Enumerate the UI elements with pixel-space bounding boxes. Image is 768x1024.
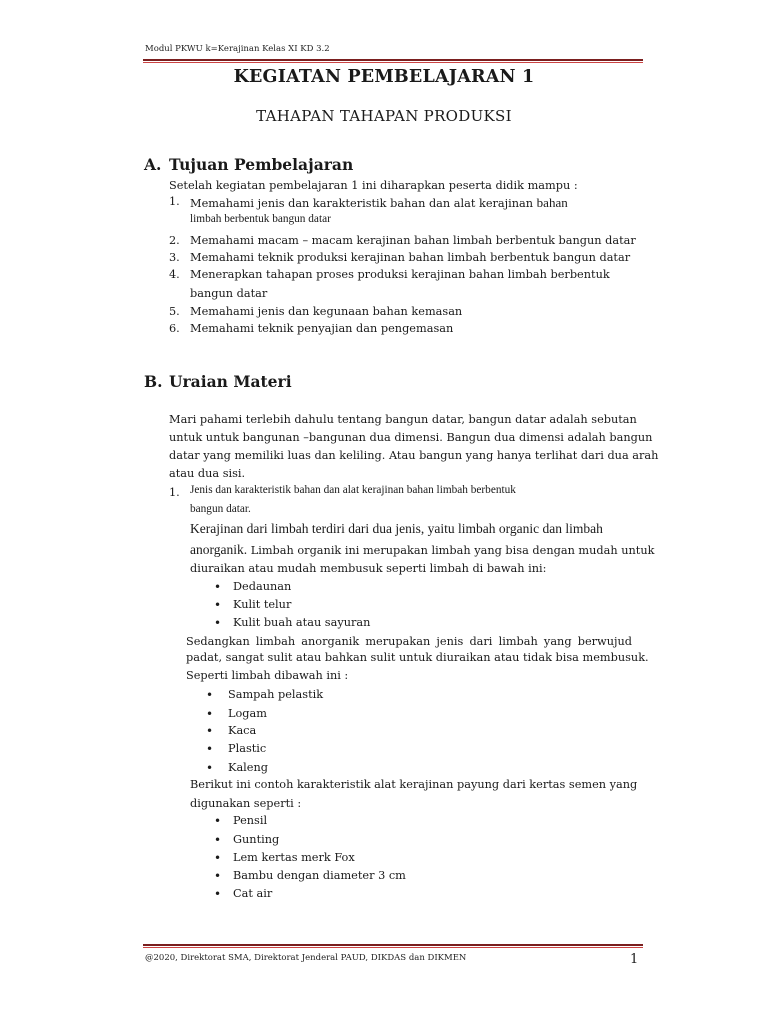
section-b-title: Uraian Materi bbox=[169, 372, 292, 391]
list-item-tail: bahan bbox=[536, 195, 568, 210]
list-item-text: Memahami jenis dan karakteristik bahan dan alat kerajinan bbox=[190, 197, 534, 210]
bullet: • bbox=[214, 580, 222, 594]
list-item: Memahami jenis dan kegunaan bahan kemasan bbox=[190, 305, 463, 318]
paragraph-line: Sedangkan limbah anorganik merupakan jenis dari limbah yang berwujud bbox=[186, 635, 632, 648]
paragraph-line: diuraikan atau mudah membusuk seperti limbah di bawah ini: bbox=[190, 562, 547, 575]
bullet: • bbox=[214, 851, 222, 865]
footer-rule-thin bbox=[143, 947, 643, 948]
paragraph-emphasis: anorganik. bbox=[190, 542, 248, 557]
paragraph-line: Mari pahami terlebih dahulu tentang bangun datar, bangun datar adalah sebutan bbox=[169, 413, 637, 426]
list-item: Plastic bbox=[228, 742, 267, 755]
list-item: Cat air bbox=[233, 887, 273, 900]
section-b-heading bbox=[144, 372, 292, 391]
paragraph-line: datar yang memiliki luas dan keliling. Atau bangun yang hanya terlihat dari dua arah bbox=[169, 449, 659, 462]
bullet: • bbox=[214, 833, 222, 847]
bullet: • bbox=[206, 688, 214, 702]
list-item: Sampah pelastik bbox=[228, 688, 324, 701]
list-item: Bambu dengan diameter 3 cm bbox=[233, 869, 406, 882]
paragraph-text: Limbah organik ini merupakan limbah yang bisa dengan mudah untuk bbox=[247, 544, 655, 557]
list-number: 1. bbox=[169, 195, 180, 208]
list-item bbox=[190, 195, 568, 211]
footer-copyright: @2020, Direktorat SMA, Direktorat Jenderal PAUD, DIKDAS dan DIKMEN bbox=[145, 953, 467, 963]
footer-rule bbox=[143, 944, 643, 946]
subsection-title: Jenis dan karakteristik bahan dan alat kerajinan bahan limbah berbentuk bbox=[190, 484, 516, 496]
list-item: Menerapkan tahapan proses produksi kerajinan bahan limbah berbentuk bbox=[190, 268, 610, 281]
bullet: • bbox=[206, 707, 214, 721]
section-a-intro: Setelah kegiatan pembelajaran 1 ini diharapkan peserta didik mampu : bbox=[169, 179, 578, 192]
bullet: • bbox=[214, 598, 222, 612]
list-number: 6. bbox=[169, 322, 180, 335]
list-item: Kaleng bbox=[228, 761, 268, 774]
list-item: Dedaunan bbox=[233, 580, 292, 593]
bullet: • bbox=[214, 616, 222, 630]
bullet: • bbox=[206, 742, 214, 756]
list-item-continued: limbah berbentuk bangun datar bbox=[190, 213, 331, 225]
list-item: Memahami teknik penyajian dan pengemasan bbox=[190, 322, 454, 335]
page-title: KEGIATAN PEMBELAJARAN 1 bbox=[233, 67, 535, 87]
paragraph-line: atau dua sisi. bbox=[169, 467, 246, 480]
list-item: Memahami macam – macam kerajinan bahan limbah berbentuk bangun datar bbox=[190, 234, 636, 247]
list-item: Memahami teknik produksi kerajinan bahan limbah berbentuk bangun datar bbox=[190, 251, 631, 264]
paragraph-line: padat, sangat sulit atau bahkan sulit untuk diuraikan atau tidak bisa membusuk. bbox=[186, 651, 649, 664]
bullet: • bbox=[206, 724, 214, 738]
paragraph-line: Kerajinan dari limbah terdiri dari dua jenis, yaitu limbah organic dan limbah bbox=[190, 521, 603, 536]
paragraph-line: digunakan seperti : bbox=[190, 797, 302, 810]
list-item: Gunting bbox=[233, 833, 280, 846]
bullet: • bbox=[214, 869, 222, 883]
list-number: 2. bbox=[169, 234, 180, 247]
paragraph-line bbox=[190, 542, 654, 558]
paragraph-line: Berikut ini contoh karakteristik alat kerajinan payung dari kertas semen yang bbox=[190, 778, 638, 791]
header-rule-thin bbox=[143, 62, 643, 63]
list-number: 5. bbox=[169, 305, 180, 318]
section-a-title: Tujuan Pembelajaran bbox=[169, 155, 354, 174]
running-header: Modul PKWU k=Kerajinan Kelas XI KD 3.2 bbox=[145, 44, 330, 54]
section-b-letter: B. bbox=[144, 372, 163, 391]
page-number: 1 bbox=[630, 952, 639, 967]
subsection-title-continued: bangun datar. bbox=[190, 503, 251, 515]
section-a-heading bbox=[144, 155, 353, 174]
paragraph-line: untuk untuk bangunan –bangunan dua dimensi. Bangun dua dimensi adalah bangun bbox=[169, 431, 653, 444]
list-item: Kulit telur bbox=[233, 598, 292, 611]
list-item: Logam bbox=[228, 707, 267, 720]
bullet: • bbox=[214, 887, 222, 901]
section-a-letter: A. bbox=[144, 155, 162, 174]
list-number: 1. bbox=[169, 486, 180, 499]
list-item: Kulit buah atau sayuran bbox=[233, 616, 371, 629]
list-item-continued: bangun datar bbox=[190, 287, 268, 300]
list-number: 4. bbox=[169, 268, 180, 281]
page-subtitle: TAHAPAN TAHAPAN PRODUKSI bbox=[256, 107, 512, 125]
list-item: Lem kertas merk Fox bbox=[233, 851, 355, 864]
list-number: 3. bbox=[169, 251, 180, 264]
bullet: • bbox=[206, 761, 214, 775]
paragraph-line: Seperti limbah dibawah ini : bbox=[186, 669, 349, 682]
header-rule bbox=[143, 59, 643, 61]
bullet: • bbox=[214, 814, 222, 828]
list-item: Pensil bbox=[233, 814, 268, 827]
list-item: Kaca bbox=[228, 724, 257, 737]
